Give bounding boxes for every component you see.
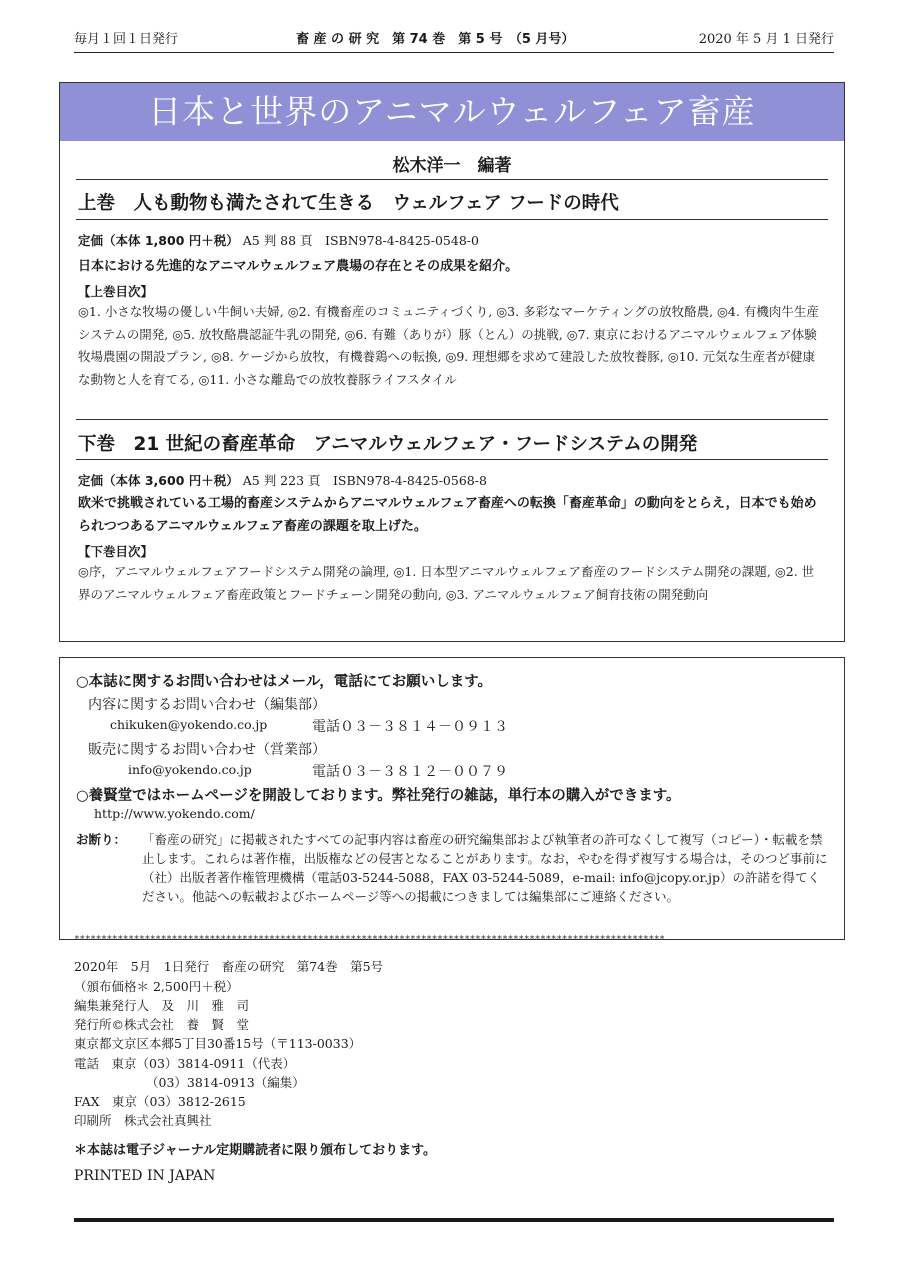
book-advert bbox=[59, 82, 845, 642]
vol2-price bbox=[78, 471, 487, 489]
editorial-label: 内容に関するお問い合わせ（編集部） bbox=[88, 697, 326, 713]
rule bbox=[76, 419, 828, 420]
rule bbox=[76, 179, 828, 180]
colophon-editor: 編集兼発行人 及 川 雅 司 bbox=[74, 998, 250, 1013]
rule bbox=[76, 219, 828, 220]
rule bbox=[76, 459, 828, 460]
vol2-spec: A5 判 223 頁 ISBN978-4-8425-0568-8 bbox=[242, 473, 487, 488]
vol1-price bbox=[78, 231, 479, 249]
advert-author: 松木洋一 編著 bbox=[392, 156, 512, 176]
colophon-tel: 電話 東京（03）3814-0911（代表） bbox=[74, 1056, 296, 1071]
homepage-note: ○養賢堂ではホームページを開設しております。弊社発行の雑誌，単行本の購入ができます。 bbox=[76, 788, 681, 804]
contact-box bbox=[59, 657, 845, 940]
vol2-title: 下巻 21 世紀の畜産革命 アニマルウェルフェア・フードシステムの開発 bbox=[78, 434, 698, 455]
homepage-url-link[interactable]: http://www.yokendo.com/ bbox=[94, 806, 255, 821]
separator: ************************************************************************************************************* bbox=[74, 934, 665, 945]
colophon-address: 東京都文京区本郷5丁目30番15号（〒113-0033） bbox=[74, 1036, 362, 1051]
colophon-fax: FAX 東京（03）3812-2615 bbox=[74, 1094, 246, 1109]
printed-in-japan: PRINTED IN JAPAN bbox=[74, 1168, 216, 1184]
advert-title: 日本と世界のアニマルウェルフェア畜産 bbox=[60, 83, 844, 141]
vol2-toc: ◎序，アニマルウェルフェアフードシステム開発の論理, ◎1. 日本型アニマルウェルフェア畜産のフードシステム開発の課題, ◎2. 世界のアニマルウェルフェア畜産政策とフードチェーン開発の動向, ◎3. アニマルウェルフェア飼育技術の開発動向 bbox=[78, 564, 815, 602]
vol1-price-label: 定価（本体 1,800 円＋税） bbox=[78, 233, 239, 248]
notice-text: 「畜産の研究」に掲載されたすべての記事内容は畜産の研究編集部および執筆者の許可なくして複写（コピー）・転載を禁止します。これらは著作権，出版権などの侵害となることがあります。なお，やむを得ず複写する場合は，そのつど事前に（社）出版者著作権管理機構（電話03-5244-5088，FAX 03-5244-5089，e-mail: info@jcopy.or.jp）の許諾を得てください。他誌への転載およびホームページ等への掲載につきましては編集部にご連絡ください。 bbox=[142, 832, 828, 904]
colophon-note: ＊本誌は電子ジャーナル定期購読者に限り頒布しております。 bbox=[74, 1143, 437, 1158]
sales-email-link[interactable]: info@yokendo.co.jp bbox=[128, 762, 252, 777]
editorial-phone: 電話０３－３８１４－０９１３ bbox=[312, 719, 508, 735]
notice-label: お断り： bbox=[76, 832, 127, 847]
header-frequency: 毎月１回１日発行 bbox=[74, 32, 179, 47]
sales-phone: 電話０３－３８１２－００７９ bbox=[312, 764, 508, 780]
page-header bbox=[74, 28, 834, 48]
vol2-price-label: 定価（本体 3,600 円＋税） bbox=[78, 473, 239, 488]
vol2-toc-heading: 【下巻目次】 bbox=[78, 544, 154, 559]
header-rule bbox=[74, 52, 834, 53]
colophon-issue: 2020年 5月 1日発行 畜産の研究 第74巻 第5号 bbox=[74, 959, 384, 974]
editorial-email-link[interactable]: chikuken@yokendo.co.jp bbox=[110, 717, 268, 732]
contact-lead: ○本誌に関するお問い合わせはメール，電話にてお願いします。 bbox=[76, 674, 493, 690]
vol1-toc: ◎1. 小さな牧場の優しい牛飼い夫婦, ◎2. 有機畜産のコミュニティづくり, ◎3. 多彩なマーケティングの放牧酪農, ◎4. 有機肉牛生産システムの開発, ◎5. 放牧酪農認証牛乳の開発, ◎6. 有難（ありが）豚（とん）の挑戦, ◎7. 東京におけるアニマルウェルフェア体験牧場農園の開設プラン, ◎8. ケージから放牧，有機養鶏への転換, ◎9. 理想郷を求めて建設した放牧養豚, ◎10. 元気な生産者が健康な動物と人を育てる, ◎11. 小さな離島での放牧養豚ライフスタイル bbox=[78, 304, 819, 387]
header-journal: 畜 産 の 研 究 第 74 巻 第 5 号 （5 月号） bbox=[296, 32, 575, 47]
vol1-toc-heading: 【上巻目次】 bbox=[78, 284, 154, 299]
vol2-summary: 欧米で挑戦されている工場的畜産システムからアニマルウェルフェア畜産への転換「畜産革命」の動向をとらえ，日本でも始められつつあるアニマルウェルフェア畜産の課題を取上げた。 bbox=[78, 496, 817, 534]
colophon-publisher: 発行所©株式会社 養 賢 堂 bbox=[74, 1017, 250, 1032]
vol1-summary: 日本における先進的なアニマルウェルフェア農場の存在とその成果を紹介。 bbox=[78, 259, 519, 274]
colophon-printer: 印刷所 株式会社真興社 bbox=[74, 1113, 212, 1128]
colophon-price: （頒布価格＊ 2,500円＋税） bbox=[74, 979, 239, 994]
header-date: 2020 年 5 月 1 日発行 bbox=[698, 32, 834, 47]
bottom-rule bbox=[74, 1218, 834, 1222]
colophon-tel-editorial: （03）3814-0913（編集） bbox=[146, 1075, 305, 1090]
vol1-spec: A5 判 88 頁 ISBN978-4-8425-0548-0 bbox=[242, 233, 479, 248]
vol1-title: 上巻 人も動物も満たされて生きる ウェルフェア フードの時代 bbox=[78, 193, 619, 214]
sales-label: 販売に関するお問い合わせ（営業部） bbox=[88, 742, 326, 758]
